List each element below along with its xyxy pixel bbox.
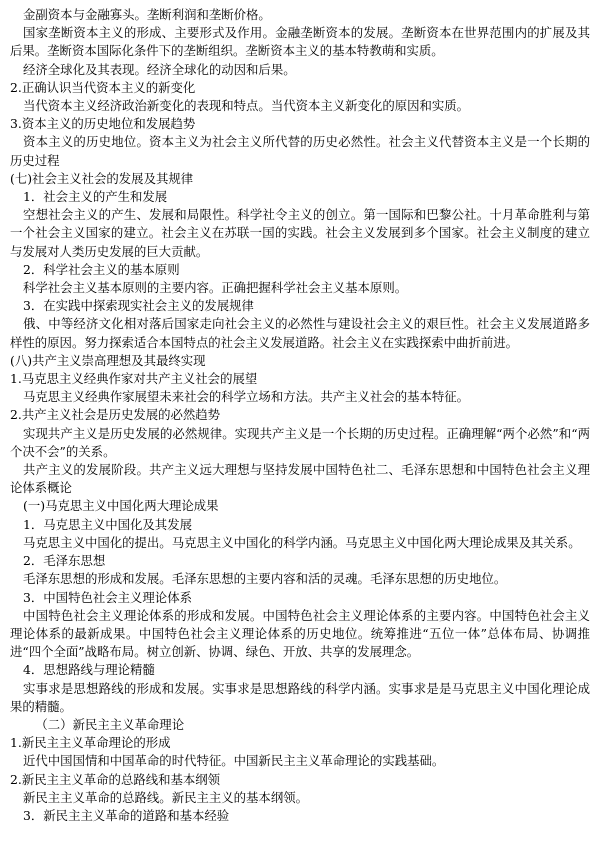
document-line: 3．新民主主义革命的道路和基本经验 (23, 807, 230, 823)
document-line: 科学社会主义基本原则的主要内容。正确把握科学社会主义基本原则。 (23, 280, 408, 296)
document-line: 2．科学社会主义的基本原则 (23, 261, 180, 277)
document-line: 国家垄断资本主义的形成、主要形式及作用。金融垄断资本的发展。垄断资本在世界范围内的扩展及其后果。垄断资本国际化条件下的垄断组织。垄断资本主义的基本特教萌和实质。 (10, 25, 590, 59)
document-line: 实事求是思想路线的形成和发展。实事求是思想路线的科学内涵。实事求是是马克思主义中国化理论成果的精髓。 (10, 680, 590, 714)
document-line: 新民主主义革命的总路线。新民主主义的基本纲领。 (23, 789, 308, 805)
document-line: 马克思主义中国化的提出。马克思主义中国化的科学内涵。马克思主义中国化两大理论成果及其关系。 (23, 534, 581, 550)
document-line: （二）新民主主义革命理论 (35, 716, 185, 732)
document-line: 4．思想路线与理论精髓 (23, 662, 155, 678)
document-line: 1．社会主义的产生和发展 (23, 189, 168, 205)
document-line: 经济全球化及其表现。经济全球化的动因和后果。 (23, 61, 296, 77)
document-line: 中国特色社会主义理论体系的形成和发展。中国特色社会主义理论体系的主要内容。中国特色社会主义理论体系的最新成果。中国特色社会主义理论体系的历史地位。统筹推进“五位一体”总体布局、协调推进“四个全面”战略布局。树立创新、协调、绿色、开放、共享的发展理念。 (10, 607, 590, 660)
document-line: (八)共产主义崇高理想及其最终实现 (10, 352, 206, 368)
document-line: 2.共产主义社会是历史发展的必然趋势 (10, 407, 221, 423)
document-line: (七)社会主义社会的发展及其规律 (10, 170, 194, 186)
document-line: 马克思主义经典作家展望未来社会的科学立场和方法。共产主义社会的基本特征。 (23, 389, 470, 405)
document-line: 3．中国特色社会主义理论体系 (23, 589, 192, 605)
document-line: 毛泽东思想的形成和发展。毛泽东思想的主要内容和活的灵魂。毛泽东思想的历史地位。 (23, 571, 507, 587)
document-line: 1．马克思主义中国化及其发展 (23, 516, 192, 532)
document-line: 资本主义的历史地位。资本主义为社会主义所代替的历史必然性。社会主义代替资本主义是一个长期的历史过程 (10, 134, 590, 168)
document-line: 金副资本与金融寡头。垄断利润和垄断价格。 (23, 7, 271, 22)
document-line: 1.新民主主义革命理论的形成 (10, 735, 171, 751)
document-line: 当代资本主义经济政治新变化的表现和特点。当代资本主义新变化的原因和实质。 (23, 98, 470, 114)
document-line: 共产主义的发展阶段。共产主义远大理想与坚持发展中国特色社二、毛泽东思想和中国特色社会主义理论体系概论 (10, 462, 590, 496)
document-line: 俄、中等经济文化相对落后国家走向社会主义的必然性与建设社会主义的艰巨性。社会主义发展道路多样性的原因。努力探索适合本国特点的社会主义发展道路。社会主义在实践探索中曲折前进。 (10, 316, 590, 350)
document-line: 2．毛泽东思想 (23, 553, 106, 569)
document-line: (一)马克思主义中国化两大理论成果 (23, 498, 219, 514)
document-line: 2.正确认识当代资本主义的新变化 (10, 79, 196, 95)
document-line: 2.新民主主义革命的总路线和基本纲领 (10, 771, 221, 787)
document-line: 1.马克思主义经典作家对共产主义社会的展望 (10, 371, 258, 387)
document-line: 实现共产主义是历史发展的必然规律。实现共产主义是一个长期的历史过程。正确理解“两个必然”和“两个决不会”的关系。 (10, 425, 590, 459)
document-line: 近代中国国情和中国革命的时代特征。中国新民主主义革命理论的实践基础。 (23, 753, 445, 769)
document-line: 空想社会主义的产生、发展和局限性。科学社令主义的创立。第一国际和巴黎公社。十月革命胜利与第一个社会主义国家的建立。社会主义在苏联一国的实践。社会主义发展到多个国家。社会主义制度的建立与发展对人类历史发展的巨大贡献。 (10, 207, 590, 259)
document-line: 3.资本主义的历史地位和发展趋势 (10, 116, 196, 132)
document-line: 3．在实践中探索现实社会主义的发展规律 (23, 298, 254, 314)
